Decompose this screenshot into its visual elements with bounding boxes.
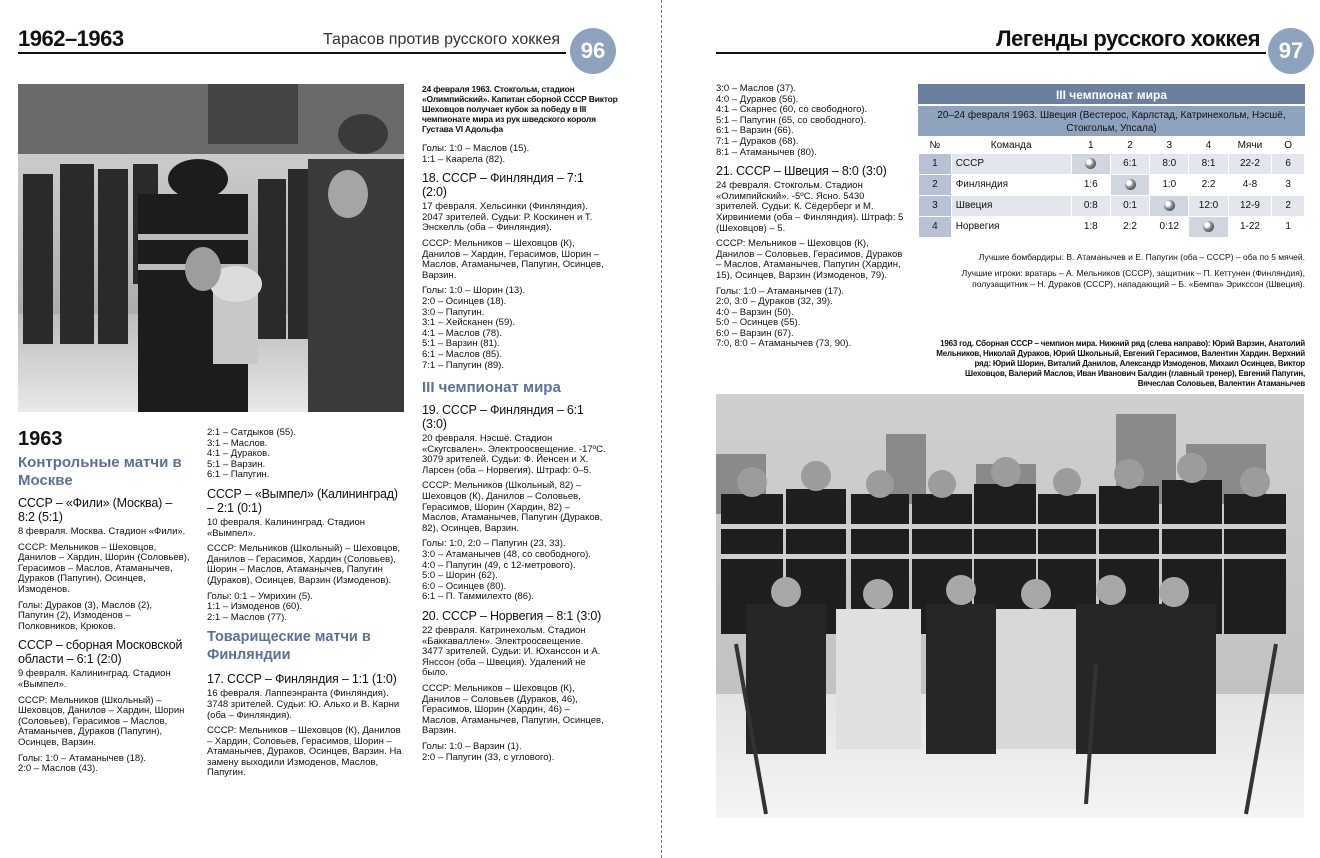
match-goals: Голы: 0:1 – Умрихин (5). 1:1 – Измоденов (60). 2:1 – Маслов (77).: [207, 590, 313, 623]
match-info: 17 февраля. Хельсинки (Финляндия). 2047 зрителей. Судьи: Р. Коскинен и Т. Энскелль (оба – Финляндия).: [422, 201, 593, 234]
result-cell: 1:8: [1071, 216, 1110, 237]
ball-icon: [1085, 158, 1096, 169]
col-header: 1: [1071, 138, 1110, 153]
result-cell: 0:8: [1071, 195, 1110, 216]
ball-icon: [1203, 221, 1214, 232]
match-goals: Голы: 1:0 – Шорин (13). 2:0 – Осинцев (18). 3:0 – Папугин. 3:1 – Хейсканен (59). 4:1 – Маслов (78). 5:1 – Варзин (81). 6:1 – Маслов (85). 7:1 – Папугин (89).: [422, 285, 526, 371]
match-title: 19. СССР – Финляндия – 6:1 (3:0): [422, 403, 584, 432]
col-header: Мячи: [1228, 138, 1272, 153]
match-goals: Голы: 1:0 – Атаманычев (17). 2:0, 3:0 – Дураков (32, 39). 4:0 – Варзин (50). 5:0 – Осинцев (55). 6:0 – Варзин (67). 7:0, 8:0 – Атаманычев (73, 90).: [716, 285, 852, 350]
match-info: 22 февраля. Катринехольм. Стадион «Баккаваллен». Электроосвещение. 3477 зрителей. Судьи: И. Юханссон и А. Янссон (оба – Швеция). Удалений не было.: [422, 625, 601, 679]
goals-cell: 22-2: [1228, 153, 1272, 174]
match-lineup: СССР: Мельников – Шеховцов (К), Данилов – Хардин, Герасимов, Шорин – Маслов, Атаманычев, Папугин, Осинцев, Варзин.: [422, 237, 604, 281]
row-number: 4: [919, 216, 952, 237]
top-scorers-note: Лучшие бомбардиры: В. Атаманычев и Е. Папугин (оба – СССР) – оба по 5 мячей.: [978, 252, 1305, 262]
col-header: 2: [1110, 138, 1149, 153]
table-title: III чемпионат мира: [918, 84, 1305, 106]
text-column-3: [422, 144, 607, 768]
match-title: 18. СССР – Финляндия – 7:1 (2:0): [422, 171, 584, 200]
match-info: 8 февраля. Москва. Стадион «Фили».: [18, 526, 186, 537]
running-head-left: Тарасов против русского хоккея: [323, 31, 560, 48]
match-info: 9 февраля. Калининград. Стадион «Вымпел».: [18, 668, 171, 690]
table-row: [919, 195, 1305, 216]
best-players-note: Лучшие игроки: вратарь – А. Мельников (СССР), защитник – П. Кеттунен (Финляндия), полузащитник – Н. Дураков (СССР), нападающий – Б. «Бемпа» Эрикссон (Швеция).: [961, 268, 1305, 289]
result-cell: 12:0: [1189, 195, 1228, 216]
result-cell: 1:0: [1150, 174, 1189, 195]
match-title: 21. СССР – Швеция – 8:0 (3:0): [716, 164, 887, 179]
match-info: 10 февраля. Калининград. Стадион «Вымпел».: [207, 516, 365, 539]
match-title: СССР – сборная Московской области – 6:1 (2:0): [18, 638, 183, 667]
result-cell: 2:2: [1110, 216, 1149, 237]
goals-cell: 1-22: [1228, 216, 1272, 237]
match-info: 20 февраля. Нэсшё. Стадион «Скугсвален». Электроосвещение. -17ºС. 3079 зрителей. Судьи: Ф. Йенсен и Х. Ларсен (оба – Норвегия). Штраф: 0–5.: [422, 433, 606, 476]
table-row: [919, 174, 1305, 195]
match-goals: 2:1 – Сатдыков (55). 3:1 – Маслов. 4:1 – Дураков. 5:1 – Варзин. 6:1 – Папугин.: [207, 427, 296, 481]
text-column-1: [18, 428, 190, 780]
row-number: 3: [919, 195, 952, 216]
ball-icon: [1164, 200, 1175, 211]
photo-caption-left: 24 февраля 1963. Стокгольм, стадион «Олимпийский». Капитан сборной СССР Виктор Шеховцов получает кубок за победу в III чемпионате мира из рук шведского короля Густава VI Адольфа: [422, 84, 618, 134]
result-cell: 0:1: [1110, 195, 1149, 216]
points-cell: 3: [1272, 174, 1305, 195]
match-lineup: СССР: Мельников – Шеховцов (К), Данилов – Хардин, Соловьев, Герасимов, Шорин – Атаманычев, Дураков, Осинцев, Варзин. На замену выходили Измоденов, Маслов, Папугин.: [207, 725, 402, 779]
team-name: Норвегия: [951, 216, 1071, 237]
table-row: [919, 153, 1305, 174]
team-photo-caption: 1963 год. Сборная СССР – чемпион мира. Нижний ряд (слева направо): Юрий Варзин, Анатолий Мельников, Николай Дураков, Юрий Школьный, Евгений Герасимов, Валентин Хардин. Верхний ряд: Юрий Шорин, Виталий Данилов, Александр Измоденов, Михаил Осинцев, Виктор Шеховцов, Валерий Маслов, Иван Иванович Балдин (главный тренер), Евгений Папугин, Вячеслав Соловьев, Валентин Атаманычев: [936, 339, 1305, 388]
match-info: 16 февраля. Лаппеэнранта (Финляндия). 3748 зрителей. Судьи: Ю. Альхо и В. Карни (оба – Финляндия).: [207, 688, 400, 721]
ball-icon: [1125, 179, 1136, 190]
result-cell: 0:12: [1150, 216, 1189, 237]
diagonal-cell: [1189, 216, 1228, 237]
result-cell: 1:6: [1071, 174, 1110, 195]
points-cell: 2: [1272, 195, 1305, 216]
match-lineup: СССР: Мельников (Школьный) – Шеховцов, Данилов – Хардин, Шорин (Соловьев), Герасимов – Маслов, Атаманычев, Дураков (Папугин), Осинцев, Варзин.: [18, 694, 185, 748]
table-row: [919, 216, 1305, 237]
goals-cell: 12-9: [1228, 195, 1272, 216]
result-cell: 2:2: [1189, 174, 1228, 195]
diagonal-cell: [1071, 153, 1110, 174]
trophy-presentation-photo: [18, 84, 404, 412]
col-header: Команда: [951, 138, 1071, 153]
section-heading-championship: III чемпионат мира: [422, 379, 561, 397]
result-cell: 8:1: [1189, 153, 1228, 174]
team-photo: [716, 394, 1304, 818]
match-goals: Голы: 1:0, 2:0 – Папугин (23, 33). 3:0 – Атаманычев (48, со свободного). 4:0 – Папугин (49, с 12-метрового). 5:0 – Шорин (62). 6:0 – Осинцев (80). 6:1 – П. Таммилехто (86).: [422, 538, 591, 603]
header-rule-left: [18, 52, 566, 54]
team-name: Швеция: [951, 195, 1071, 216]
match-goals: Голы: 1:0 – Атаманычев (18). 2:0 – Маслов (43).: [18, 752, 146, 775]
match-title: 17. СССР – Финляндия – 1:1 (1:0): [207, 672, 397, 687]
match-lineup: СССР: Мельников – Шеховцов (К), Данилов – Соловьев (Дураков, 46), Герасимов, Шорин (Хардин, 46) – Маслов, Атаманычев, Папугин, Осинцев, Варзин.: [422, 682, 604, 737]
standings-table: [918, 84, 1305, 238]
page-divider: [661, 0, 662, 858]
team-name: Финляндия: [951, 174, 1071, 195]
col-header: №: [919, 138, 952, 153]
match-title: 20. СССР – Норвегия – 8:1 (3:0): [422, 609, 602, 623]
section-heading-finland: Товарищеские матчи в Финляндии: [207, 629, 371, 664]
match-goals: Голы: 1:0 – Маслов (15). 1:1 – Каарела (82).: [422, 143, 530, 165]
col-header: О: [1272, 138, 1305, 153]
goals-cell: 4-8: [1228, 174, 1272, 195]
match-info: 24 февраля. Стокгольм. Стадион «Олимпийский». -5ºС. Ясно. 5430 зрителей. Судьи: К. Сёдерберг и М. Хирвиниеми (оба – Финляндия). Штраф: 5 (Шеховцов) – 5.: [716, 180, 904, 234]
match-goals: Голы: 1:0 – Варзин (1). 2:0 – Папугин (33, с углового).: [422, 740, 555, 763]
year-heading: 1962–1963: [18, 26, 124, 51]
result-cell: 8:0: [1150, 153, 1189, 174]
match-goals: 3:0 – Маслов (37). 4:0 – Дураков (56). 4:1 – Скарнес (60, со свободного). 5:1 – Папугин (65, со свободного). 6:1 – Варзин (66). 7:1 – Дураков (68). 8:1 – Атаманычев (80).: [716, 83, 868, 158]
match-lineup: СССР: Мельников (Школьный, 82) – Шеховцов (К), Данилов – Соловьев, Герасимов, Шорин (Хардин, 82) – Маслов, Атаманычев, Папугин (Дураков, 82), Осинцев, Варзин.: [422, 480, 603, 534]
match-lineup: СССР: Мельников (Школьный) – Шеховцов, Данилов – Герасимов, Хардин (Соловьев), Шорин – Маслов, Атаманычев, Папугин (Дураков), Осинцев, Варзин (Измоденов).: [207, 543, 401, 586]
team-name: СССР: [951, 153, 1071, 174]
row-number: 2: [919, 174, 952, 195]
match-goals: Голы: Дураков (3), Маслов (2), Папугин (2), Измоденов – Полковников, Крюков.: [18, 599, 153, 632]
running-head-right: Легенды русского хоккея: [996, 26, 1260, 51]
match-lineup: СССР: Мельников – Шеховцов, Данилов – Хардин, Шорин (Соловьев), Герасимов – Маслов, Атаманычев, Дураков (Папугин), Осинцев, Измоденов.: [18, 541, 190, 595]
col-header: 3: [1150, 138, 1189, 153]
diagonal-cell: [1150, 195, 1189, 216]
table-subtitle: 20–24 февраля 1963. Швеция (Вестерос, Карлстад, Катринехольм, Нэсшё, Стокгольм, Упсала): [918, 106, 1305, 138]
diagonal-cell: [1110, 174, 1149, 195]
page-number-right: 97: [1268, 28, 1314, 74]
result-cell: 6:1: [1110, 153, 1149, 174]
points-cell: 1: [1272, 216, 1305, 237]
text-column-4: [716, 84, 906, 355]
points-cell: 6: [1272, 153, 1305, 174]
match-title: СССР – «Фили» (Москва) – 8:2 (5:1): [18, 496, 173, 524]
match-title: СССР – «Вымпел» (Калининград) – 2:1 (0:1): [207, 486, 398, 515]
col-header: 4: [1189, 138, 1228, 153]
page-number-left: 96: [570, 28, 616, 74]
text-column-2: [207, 428, 402, 784]
header-rule-right: [716, 52, 1266, 54]
row-number: 1: [919, 153, 952, 174]
year-1963-heading: 1963: [18, 428, 63, 450]
match-lineup: СССР: Мельников – Шеховцов (К), Данилов – Соловьев, Герасимов, Дураков – Маслов, Атаманычев, Папугин (Хардин, 15), Осинцев, Варзин (Измоденов, 79).: [716, 238, 903, 281]
section-heading-moscow: Контрольные матчи в Москве: [18, 454, 182, 489]
